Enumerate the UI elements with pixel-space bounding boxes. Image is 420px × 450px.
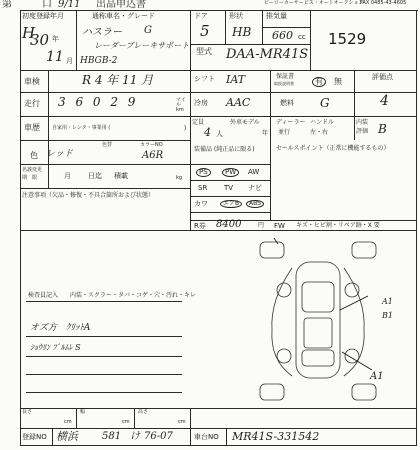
car-grade-option: レーダーブレーキサポート [94, 41, 190, 50]
mileage-value: 3 6 0 2 9 [58, 95, 139, 109]
front-view [260, 242, 284, 258]
inspection-label: 車検 [24, 77, 40, 86]
color-label: 色 [30, 151, 38, 160]
damage-mark-1: A1 [382, 297, 393, 306]
model-label: 型式 [196, 47, 212, 56]
fuel-value: G [320, 96, 330, 110]
year-unit: 年 [52, 35, 59, 43]
fw-label: FW [274, 222, 285, 230]
inspector-label: 検査員記入 [28, 292, 59, 299]
rear-view-left [260, 384, 284, 400]
score-label: 評価点 [372, 73, 393, 81]
equipment-tv: TV [224, 184, 234, 192]
equipment-aw: AW [248, 168, 260, 176]
doors-value: 5 [200, 22, 210, 40]
recycle-unit: 円 [258, 222, 265, 229]
fax-number: FAX 0485-43-4605 [360, 0, 407, 6]
lot-number: 1529 [328, 30, 367, 48]
first-registration-era: H [22, 24, 36, 42]
registration-label: 登録NO [22, 433, 47, 441]
length-unit: cm [64, 419, 72, 425]
chassis-label: 車台NO [194, 433, 219, 441]
shape-label: 形状 [229, 12, 243, 20]
shift-label: シフト [194, 75, 215, 83]
capacity-value: 4 [204, 126, 211, 139]
damage-pointer-a1 [342, 352, 372, 370]
dealer-value: 並行 [278, 129, 291, 136]
equipment-abs: ABS [246, 200, 264, 208]
manual-label: 取扱説明書 [274, 81, 294, 86]
mileage-unit: マイル km [176, 97, 186, 113]
interior-sub: 評価 [356, 128, 369, 135]
windshield [302, 282, 334, 312]
history-label: 車歴 [24, 123, 40, 132]
inspector-options: 内装・スクラー・タバ・コゲ・穴・汚れ・キレ [70, 292, 196, 299]
first-registration-label: 初度登録年月 [22, 12, 64, 20]
remark-line-2: ｼｮｳﾘﾝ ﾌﾞﾙﾑﾚ S [30, 343, 81, 352]
registration-city: 横浜 [56, 430, 78, 443]
registration-number: 76-07 [144, 431, 173, 442]
title-deadline-label: 期 限 [22, 175, 38, 181]
color-change-label: 色替 [102, 142, 113, 148]
inspection-value: R 4 年 11 月 [82, 73, 154, 87]
right-side [344, 268, 364, 376]
load-label: 積載 [114, 172, 128, 180]
damage-legend: キズ・ヒビ割・リペア跡・X 要 [296, 222, 380, 229]
right-front-wheel [345, 283, 359, 297]
color-number-label: カラーNO [140, 142, 163, 148]
form-title: 出品申込書 [96, 0, 146, 10]
dealer-label: ディーラー [276, 119, 306, 126]
length-label: 長さ [22, 409, 33, 415]
roof [304, 318, 332, 348]
notes-label: 注意事項（欠品・修復・不具合箇所および状態） [22, 192, 155, 199]
height-unit: cm [178, 419, 186, 425]
equipment-label: 装備品 (純正品に限る) [194, 146, 255, 153]
chassis-number: MR41S-331542 [232, 430, 320, 443]
registration-kana: け [130, 431, 140, 442]
color-value: レッド [46, 149, 73, 159]
rear-window [302, 350, 334, 366]
left-rear-wheel [277, 349, 291, 363]
width-unit: cm [122, 419, 130, 425]
warranty-yes: 有 [312, 77, 326, 87]
displacement-label: 排気量 [266, 12, 287, 20]
equipment-pw: PW [222, 168, 239, 177]
width-label: 幅 [80, 409, 86, 415]
height-label: 高さ [138, 409, 149, 415]
title-day: 日迄 [88, 172, 102, 180]
displacement-unit: cc [298, 33, 306, 41]
header-title-mid: 口 [42, 0, 52, 10]
shift-value: IAT [226, 73, 246, 86]
selling-points-label: セールスポイント（正常に機能するもの） [276, 145, 390, 152]
equipment-airbag: エアB [220, 200, 242, 208]
car-name-label: 通称車名・グレード [92, 12, 155, 20]
ac-value: AAC [226, 96, 251, 109]
warranty-no: 無 [334, 77, 342, 86]
history-options: 自家用・レンタ・事業用 ( [52, 125, 111, 131]
recycle-label: R券 [194, 222, 206, 230]
exterior-model-unit: 年 [262, 130, 269, 137]
score-value: 4 [380, 93, 389, 109]
doors-label: ドア [194, 12, 208, 20]
displacement-value: 660 [272, 29, 293, 42]
left-front-wheel [277, 283, 291, 297]
title-month: 月 [64, 172, 71, 180]
ac-label: 冷房 [194, 99, 208, 107]
warranty-label: 保証書 [276, 73, 295, 80]
interior-value: B [378, 122, 387, 136]
equipment-ps: PS [196, 168, 211, 177]
capacity-unit: 人 [216, 130, 223, 138]
history-close: ) [184, 125, 187, 132]
damage-pointer-b1 [340, 296, 368, 310]
left-side [272, 268, 292, 376]
recycle-value: 8400 [216, 219, 242, 230]
handle-value: 左・右 [310, 129, 329, 136]
mileage-label: 走行 [24, 99, 40, 108]
auction-date: 9/11 [58, 0, 81, 10]
load-unit: kg [176, 175, 183, 181]
fuel-label: 燃料 [280, 99, 294, 107]
car-body-outline [296, 262, 340, 378]
exterior-model-label: 外車モデル [230, 119, 260, 126]
color-number: A6R [142, 150, 164, 161]
first-registration-month: 11 [46, 49, 64, 65]
header-title-prefix: 第 [2, 0, 12, 10]
interior-label: 内装 [356, 119, 369, 126]
capacity-label: 定員 [192, 119, 205, 126]
shape-value: HB [232, 25, 252, 39]
equipment-sr: SR [198, 184, 208, 192]
remark-line-1: オズ方 ｸﾘｯﾄA [30, 323, 91, 333]
company-name: ビーローカーサービス・オートオークション [264, 0, 364, 6]
damage-mark-3: A1 [370, 371, 384, 382]
registration-class: 581 [102, 431, 122, 442]
car-grade: G [144, 25, 152, 36]
model-code: HBGB-2 [80, 56, 118, 66]
first-registration-year: 30 [30, 31, 50, 49]
car-name: ハスラー [82, 27, 122, 38]
equipment-navi: ナビ [248, 184, 262, 192]
title-change-label: 名義変更 [22, 167, 43, 173]
equipment-leather: カワ [194, 200, 208, 208]
rear-view [352, 384, 376, 400]
handle-label: ハンドル [310, 119, 335, 126]
month-unit: 月 [66, 57, 73, 65]
model-value: DAA-MR41S [226, 47, 309, 62]
damage-mark-2: B1 [382, 311, 393, 320]
front-view-right [352, 242, 376, 258]
